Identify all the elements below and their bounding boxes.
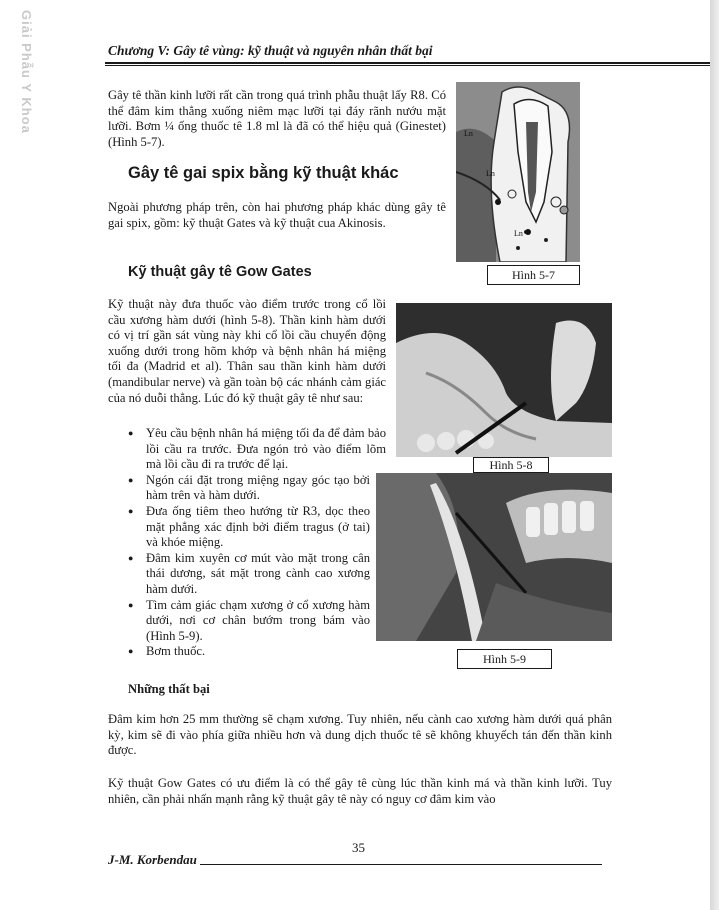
list-item: ● Đưa ống tiêm theo hướng từ R3, dọc theo mặt phẳng xác định bởi điểm tragus (ở tai) và khóe miệng. xyxy=(128,504,370,551)
section-heading-failures: Những thất bại xyxy=(128,682,210,696)
figure-5-9-caption: Hình 5-9 xyxy=(457,649,552,669)
figure-5-7-caption: Hình 5-7 xyxy=(487,265,580,285)
figure-5-9-image xyxy=(376,473,612,641)
page-number: 35 xyxy=(352,840,365,855)
header-rule-thin xyxy=(105,65,710,66)
footer-rule xyxy=(200,864,602,865)
figure-5-8-caption: Hình 5-8 xyxy=(473,457,549,473)
figure-5-7-image xyxy=(456,82,580,262)
footer-author: J-M. Korbendau xyxy=(108,852,197,867)
list-item: ● Tìm cảm giác chạm xương ở cổ xương hàm dưới, nơi cơ chân bướm trong bám vào (Hình 5-9). xyxy=(128,598,370,645)
list-item: ● Đâm kim xuyên cơ mút vào mặt trong cân thái dương, sát mặt trong cành cao xương hàm dưới. xyxy=(128,551,370,598)
paragraph-gow-gates: Kỹ thuật này đưa thuốc vào điểm trước trong cổ lồi cầu xương hàm dưới (hình 5-8). Thần kinh hàm dưới có vị trí gần sát vùng này khi cổ lồi cầu chuyển động xuống dưới trong hõm khớp và bệnh nhân há miệng tối đa (Madrid et al). Thân sau thần kinh hàm dưới (mandibular nerve) và gần toàn bộ các nhánh cảm giác của nó duỗi thẳng. Lúc đó kỹ thuật gây tê như sau: xyxy=(108,297,386,405)
chapter-header: Chương V: Gây tê vùng: kỹ thuật và nguyên nhân thất bại xyxy=(108,43,433,58)
technique-steps-list xyxy=(128,426,386,660)
paragraph-advantages: Kỹ thuật Gow Gates có ưu điểm là có thể gây tê cùng lúc thần kinh má và thần kinh lưỡi. Tuy nhiên, cần phải nhấn mạnh rằng kỹ thuật gây tê này có nguy cơ đâm kim vào xyxy=(108,776,612,806)
section-heading-gow-gates: Kỹ thuật gây tê Gow Gates xyxy=(128,264,312,280)
page-shadow xyxy=(710,0,719,910)
list-item: ● Bơm thuốc. xyxy=(128,644,370,660)
label-ln-2: Ln xyxy=(486,169,495,178)
section-heading-spix: Gây tê gai spix bằng kỹ thuật khác xyxy=(128,164,399,182)
list-item: ● Ngón cái đặt trong miệng ngay góc tạo bởi hàm trên và hàm dưới. xyxy=(128,473,370,504)
watermark: Giải Phẫu Y Khoa xyxy=(19,10,34,134)
figure-5-8-image xyxy=(396,303,612,457)
paragraph-other-methods: Ngoài phương pháp trên, còn hai phương pháp khác dùng gây tê gai spix, gồm: kỹ thuật Gates và kỹ thuật cua Akinosis. xyxy=(108,200,446,230)
list-item: ● Yêu cầu bệnh nhân há miệng tối đa để đảm bảo lồi cầu ra trước. Đưa ngón trỏ vào điểm lõm mà lồi cầu đi ra trước để lại. xyxy=(128,426,386,473)
paragraph-failures: Đâm kim hơn 25 mm thường sẽ chạm xương. Tuy nhiên, nếu cành cao xương hàm dưới quá phân kỳ, kim sẽ đi vào phía giữa nhiều hơn và dung dịch thuốc tê sẽ không khuyếch tán đến thần kinh được. xyxy=(108,712,612,758)
header-rule xyxy=(105,62,710,64)
paragraph-lingual-nerve: Gây tê thần kinh lưỡi rất cần trong quá trình phẫu thuật lấy R8. Có thể đâm kim thẳng xuống niêm mạc lưỡi tại đáy rãnh nướu mặt lưỡi. Bơm ¼ ống thuốc tê 1.8 ml là đã có thể hiệu quả (Ginestet) (Hình 5-7). xyxy=(108,88,446,149)
label-ln-3: Ln xyxy=(514,229,523,238)
label-ln-1: Ln xyxy=(464,129,473,138)
